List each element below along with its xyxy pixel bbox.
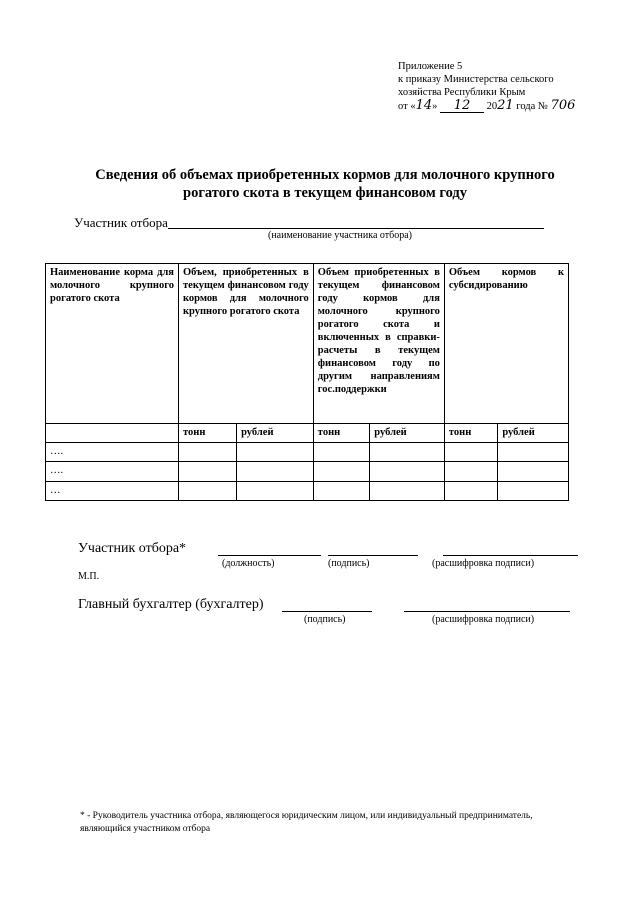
row-placeholder: ….: [46, 443, 179, 462]
document-title: Сведения об объемах приобретенных кормов для молочного крупного рогатого скота в текущем финансовом году: [95, 167, 555, 201]
table-row: [46, 481, 569, 500]
feed-volume-table: [45, 263, 569, 501]
signature-line: [328, 541, 418, 556]
subheader-tons: тонн: [179, 423, 237, 442]
appendix-date-line: [398, 99, 575, 113]
participant-name-line: [168, 214, 544, 229]
appendix-ministry-line: хозяйства Республики Крым: [398, 87, 526, 98]
decoding-line: [443, 541, 578, 556]
date-month: 12: [440, 99, 484, 113]
table-row: [46, 443, 569, 462]
subheader-rubles: рублей: [237, 423, 314, 442]
date-year-word: года №: [516, 101, 548, 112]
signature-accountant-label: Главный бухгалтер (бухгалтер): [78, 597, 264, 612]
appendix-block: [398, 60, 575, 113]
participant-caption: (наименование участника отбора): [268, 230, 412, 241]
participant-label: Участник отбора: [74, 215, 168, 230]
date-prefix: от «: [398, 101, 416, 112]
appendix-title: Приложение 5: [398, 61, 463, 72]
accountant-signature-caption: (подпись): [304, 614, 346, 625]
seal-label: М.П.: [78, 571, 100, 582]
subheader-empty: [46, 423, 179, 442]
date-day-close: »: [432, 101, 438, 112]
accountant-decoding-caption: (расшифровка подписи): [432, 614, 535, 625]
date-year-suffix: 21: [497, 98, 514, 113]
subheader-rubles: рублей: [370, 423, 445, 442]
row-placeholder: …: [46, 481, 179, 500]
table-row: [46, 462, 569, 481]
subheader-tons: тонн: [313, 423, 370, 442]
header-subsidy-volume: Объем кормов к субсидированию: [444, 264, 568, 424]
order-number: 706: [550, 98, 576, 113]
position-line: [218, 541, 321, 556]
position-caption: (должность): [222, 558, 275, 569]
footnote: * - Руководитель участника отбора, являющегося юридическим лицом, или индивидуальный предприниматель, являющийся участником отбора: [80, 811, 533, 834]
header-included-volume: Объем приобретенных в текущем финансовом году кормов для молочного крупного рогатого скота и включенных в справки-расчеты в текущем финансовом году по другим направлениям гос.поддержки: [313, 264, 444, 424]
header-feed-name: Наименование корма для молочного крупного рогатого скота: [46, 264, 179, 424]
subheader-tons: тонн: [444, 423, 497, 442]
appendix-order-line: к приказу Министерства сельского: [398, 74, 554, 85]
subheader-rubles: рублей: [498, 423, 569, 442]
date-day: 14: [415, 98, 433, 113]
row-placeholder: ….: [46, 462, 179, 481]
signature-caption: (подпись): [328, 558, 370, 569]
header-purchased-volume: Объем, приобретенных в текущем финансовом году кормов для молочного крупного рогатого скота: [179, 264, 314, 424]
signature-participant-label: Участник отбора*: [78, 541, 187, 556]
date-year-prefix: 20: [486, 101, 498, 112]
accountant-decoding-line: [404, 597, 570, 612]
decoding-caption: (расшифровка подписи): [432, 558, 535, 569]
accountant-signature-line: [282, 597, 372, 612]
